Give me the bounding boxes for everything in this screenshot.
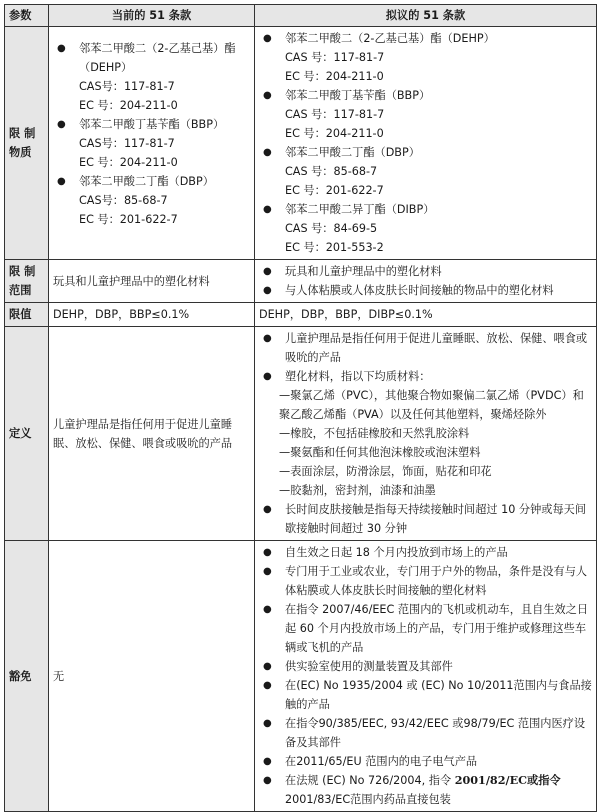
scope-proposed bbox=[255, 260, 597, 303]
list-item: ● 在指令90/385/EEC, 93/42/EEC 或98/79/EC 范围内医疗设备及其部件 bbox=[259, 714, 592, 752]
scope-current: 玩具和儿童护理品中的塑化材料 bbox=[49, 260, 255, 303]
label-restricted bbox=[5, 27, 49, 260]
header-current: 当前的 51 条款 bbox=[49, 5, 255, 27]
list-item: ● 在指令 2007/46/EEC 范围内的飞机或机动车，且自生效之日起 60 个月内投放市场上的产品，专门用于维护或修理这些车辆或飞机的产品 bbox=[259, 600, 592, 657]
label-scope-l2: 范围 bbox=[9, 284, 32, 297]
row-restricted bbox=[5, 27, 597, 260]
header-proposed: 拟议的 51 条款 bbox=[255, 5, 597, 27]
label-restricted-l1: 限 制 bbox=[9, 127, 36, 140]
list-item: ● 邻苯二甲酸二丁酯（DBP） bbox=[259, 143, 592, 162]
ec-number: EC 号：201-622-7 bbox=[285, 184, 384, 197]
row-scope bbox=[5, 260, 597, 303]
cas-number: CAS号：117-81-7 bbox=[79, 80, 175, 93]
exemption-last-a: 在法规 (EC) No 726/2004, 指令 bbox=[285, 774, 455, 787]
ec-number: EC 号：201-622-7 bbox=[79, 213, 178, 226]
limit-proposed: DEHP，DBP，BBP，DIBP≤0.1% bbox=[255, 303, 597, 327]
list-item: ● 在(EC) No 1935/2004 或 (EC) No 10/2011范围内与食品接触的产品 bbox=[259, 676, 592, 714]
exemption-last-b: 2001/82/EC或指令 bbox=[454, 773, 561, 787]
exemption-last-c: 2001/83/EC范围内药品直接包装 bbox=[285, 793, 451, 806]
sub-item: —胶黏剂，密封剂，油漆和油墨 bbox=[279, 484, 436, 497]
list-item: ● 供实验室使用的测量装置及其部件 bbox=[259, 657, 592, 676]
list-item: ● 邻苯二甲酸丁基苄酯（BBP） bbox=[53, 115, 250, 134]
label-limit: 限值 bbox=[5, 303, 49, 327]
definition-proposed bbox=[255, 327, 597, 541]
ec-number: EC 号：204-211-0 bbox=[79, 156, 178, 169]
list-item: ● 玩具和儿童护理品中的塑化材料 bbox=[259, 262, 592, 281]
exemption-proposed bbox=[255, 541, 597, 812]
label-scope bbox=[5, 260, 49, 303]
restricted-proposed bbox=[255, 27, 597, 260]
ec-number: EC 号：201-553-2 bbox=[285, 241, 384, 254]
list-item: ● 邻苯二甲酸丁基苄酯（BBP） bbox=[259, 86, 592, 105]
ec-number: EC 号：204-211-0 bbox=[285, 70, 384, 83]
cas-number: CAS 号：85-68-7 bbox=[285, 165, 378, 178]
definition-current: 儿童护理品是指任何用于促进儿童睡眠、放松、保健、喂食或吸吮的产品 bbox=[49, 327, 255, 541]
row-definition bbox=[5, 327, 597, 541]
header-param: 参数 bbox=[5, 5, 49, 27]
list-item: ● 自生效之日起 18 个月内投放到市场上的产品 bbox=[259, 543, 592, 562]
ec-number: EC 号：204-211-0 bbox=[285, 127, 384, 140]
exemption-current: 无 bbox=[49, 541, 255, 812]
list-item: ● 长时间皮肤接触是指每天持续接触时间超过 10 分钟或每天间歇接触时间超过 30 分钟 bbox=[259, 500, 592, 538]
cas-number: CAS 号：84-69-5 bbox=[285, 222, 378, 235]
label-scope-l1: 限 制 bbox=[9, 265, 36, 278]
row-exemption bbox=[5, 541, 597, 812]
label-exemption: 豁免 bbox=[5, 541, 49, 812]
cas-number: CAS 号：117-81-7 bbox=[285, 51, 385, 64]
sub-item: —聚氨酯和任何其他泡沫橡胶或泡沫塑料 bbox=[279, 446, 481, 459]
label-restricted-l2: 物质 bbox=[9, 146, 32, 159]
cas-number: CAS 号：117-81-7 bbox=[285, 108, 385, 121]
list-item: ● 邻苯二甲酸二（2-乙基己基）酯（DEHP） bbox=[259, 29, 592, 48]
row-limit bbox=[5, 303, 597, 327]
list-item: ● 在2011/65/EU 范围内的电子电气产品 bbox=[259, 752, 592, 771]
sub-item: —橡胶，不包括硅橡胶和天然乳胶涂料 bbox=[279, 427, 470, 440]
list-item: ● 与人体粘膜或人体皮肤长时间接触的物品中的塑化材料 bbox=[259, 281, 592, 300]
cas-number: CAS号：117-81-7 bbox=[79, 137, 175, 150]
list-item: ● 塑化材料，指以下均质材料： bbox=[259, 367, 592, 386]
sub-item: —聚氯乙烯（PVC），其他聚合物如聚偏二氯乙烯（PVDC）和聚乙酸乙烯酯（PVA）以及任何其他塑料，聚烯烃除外 bbox=[279, 389, 584, 421]
header-row bbox=[5, 5, 597, 27]
restricted-current bbox=[49, 27, 255, 260]
list-item: ● 儿童护理品是指任何用于促进儿童睡眠、放松、保健、喂食或吸吮的产品 bbox=[259, 329, 592, 367]
cas-number: CAS号：85-68-7 bbox=[79, 194, 168, 207]
limit-current: DEHP，DBP，BBP≤0.1% bbox=[49, 303, 255, 327]
list-item: ● 邻苯二甲酸二丁酯（DBP） bbox=[53, 172, 250, 191]
label-definition: 定义 bbox=[5, 327, 49, 541]
list-item: ● 邻苯二甲酸二异丁酯（DIBP） bbox=[259, 200, 592, 219]
sub-item: —表面涂层，防滑涂层，饰面，贴花和印花 bbox=[279, 465, 492, 478]
list-item: ● 邻苯二甲酸二（2-乙基己基）酯（DEHP） bbox=[53, 39, 250, 77]
ec-number: EC 号：204-211-0 bbox=[79, 99, 178, 112]
list-item: ● 专门用于工业或农业，专门用于户外的物品，条件是没有与人体粘膜或人体皮肤长时间接触的塑化材料 bbox=[259, 562, 592, 600]
comparison-table bbox=[4, 4, 597, 812]
list-item-last bbox=[259, 771, 592, 809]
